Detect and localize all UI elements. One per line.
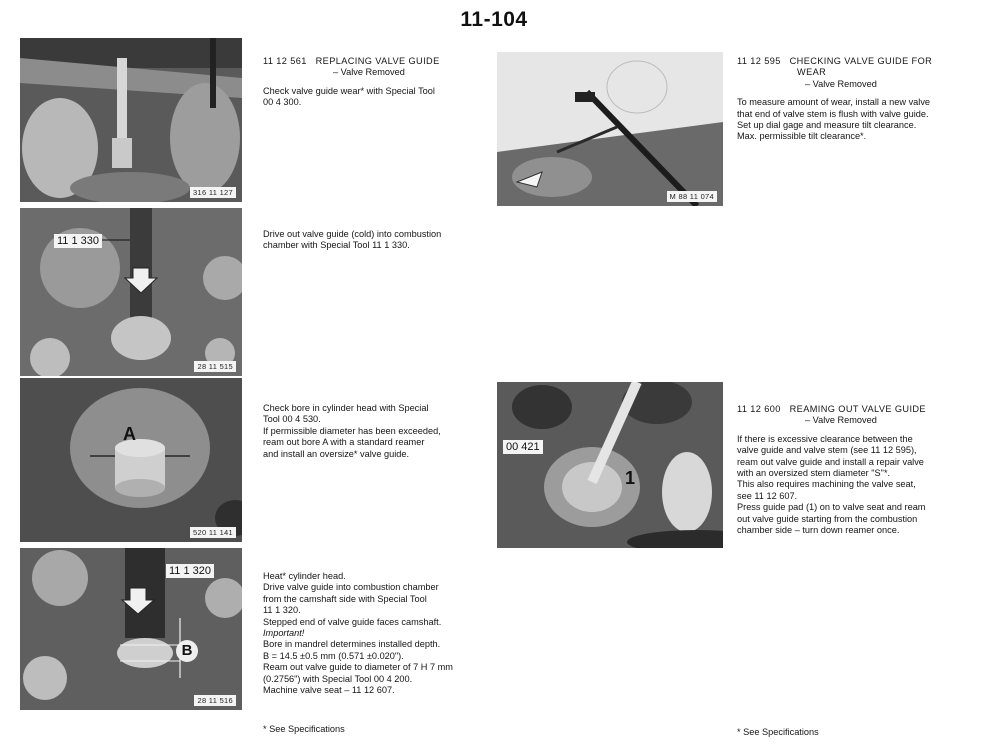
text-line: Max. permissible tilt clearance*. (737, 131, 867, 142)
important-note: Important! (263, 628, 305, 639)
figure-id: 316 11 127 (190, 187, 236, 198)
text-line: and install an oversize* valve guide. (263, 448, 410, 459)
photo-bore-check (20, 378, 242, 542)
text-line: Drive valve guide into combustion chamber (263, 582, 439, 593)
figure-id: M 88 11 074 (667, 191, 717, 202)
photo-3-illustration (20, 378, 242, 542)
text-line: Stepped end of valve guide faces camshaft. (263, 616, 442, 627)
text-line: B = 14.5 ±0.5 mm (0.571 ±0.020"). (263, 650, 404, 661)
tool-label: 00 421 (503, 440, 543, 454)
text-line: Press guide pad (1) on to valve seat and ream (737, 502, 926, 513)
figure-id: 28 11 516 (194, 695, 236, 706)
text-line: see 11 12 607. (737, 490, 798, 501)
section-title: 11 12 600 REAMING OUT VALVE GUIDE (737, 404, 926, 414)
text-line: that end of valve stem is flush with valve guide. (737, 108, 929, 119)
text-line: To measure amount of wear, install a new valve (737, 97, 931, 108)
photo-drive-in-valve-guide (20, 548, 242, 710)
text-line: 00 4 300. (263, 97, 302, 108)
section-title: 11 12 595 CHECKING VALVE GUIDE FOR (737, 56, 933, 66)
section-replacing-valve-guide (263, 56, 488, 109)
text-line: Check bore in cylinder head with Special (263, 403, 429, 413)
section-drive-in (263, 571, 488, 696)
figure-id: 28 11 515 (194, 361, 236, 372)
tool-label: 11 1 320 (166, 564, 214, 578)
text-line: out valve guide starting from the combustion (737, 513, 918, 524)
text-line: ream out valve guide and install a repair valve (737, 456, 924, 467)
text-line: chamber side – turn down reamer once. (737, 525, 900, 536)
text-line: Drive out valve guide (cold) into combustion (263, 229, 442, 239)
page-number: 11-104 (460, 8, 528, 31)
section-reaming-valve-guide (737, 404, 972, 536)
text-line: Machine valve seat – 11 12 607. (263, 685, 395, 696)
text-line: Tool 00 4 530. (263, 414, 321, 425)
callout-a: A (123, 424, 136, 444)
photo-dial-gage (497, 52, 723, 206)
tool-label: 11 1 330 (54, 234, 102, 248)
text-line: Set up dial gage and measure tilt clearance. (737, 120, 917, 131)
text-line: valve guide and valve stem (see 11 12 595), (737, 445, 917, 456)
photo-1-illustration (20, 38, 242, 202)
text-line: 11 1 320. (263, 605, 301, 616)
text-line: Check valve guide wear* with Special Tool (263, 85, 435, 96)
text-line: If there is excessive clearance between the (737, 433, 913, 444)
photo-valve-guide-wear (20, 38, 242, 202)
section-checking-valve-guide (737, 56, 972, 143)
section-subtitle: – Valve Removed (333, 67, 405, 78)
text-line: ream out bore A with a standard reamer (263, 437, 425, 448)
section-title-cont: WEAR (797, 67, 827, 78)
text-line: Heat* cylinder head. (263, 571, 346, 581)
section-check-bore (263, 403, 488, 460)
callout-b: B (176, 640, 198, 662)
footnote-left: * See Specifications (263, 724, 345, 734)
figure-id: 520 11 141 (190, 527, 236, 538)
callout-1: 1 (625, 468, 636, 488)
photo-6-illustration (497, 382, 723, 548)
text-line: This also requires machining the valve seat, (737, 479, 916, 490)
text-line: with an oversized stem diameter "S"*. (737, 468, 891, 479)
text-line: from the camshaft side with Special Tool (263, 593, 427, 604)
section-subtitle: – Valve Removed (805, 78, 877, 89)
photo-drive-out-valve-guide (20, 208, 242, 376)
footnote-right: * See Specifications (737, 727, 819, 737)
text-line: If permissible diameter has been exceeded, (263, 425, 441, 436)
section-subtitle: – Valve Removed (805, 415, 877, 426)
text-line: Bore in mandrel determines installed depth. (263, 639, 441, 650)
photo-5-illustration (497, 52, 723, 206)
section-drive-out (263, 229, 488, 252)
text-line: chamber with Special Tool 11 1 330. (263, 240, 410, 251)
text-line: Ream out valve guide to diameter of 7 H 7 mm (263, 662, 453, 673)
text-line: (0.2756") with Special Tool 00 4 200. (263, 673, 413, 684)
section-title: 11 12 561 REPLACING VALVE GUIDE (263, 56, 440, 66)
photo-reaming-valve-guide (497, 382, 723, 548)
